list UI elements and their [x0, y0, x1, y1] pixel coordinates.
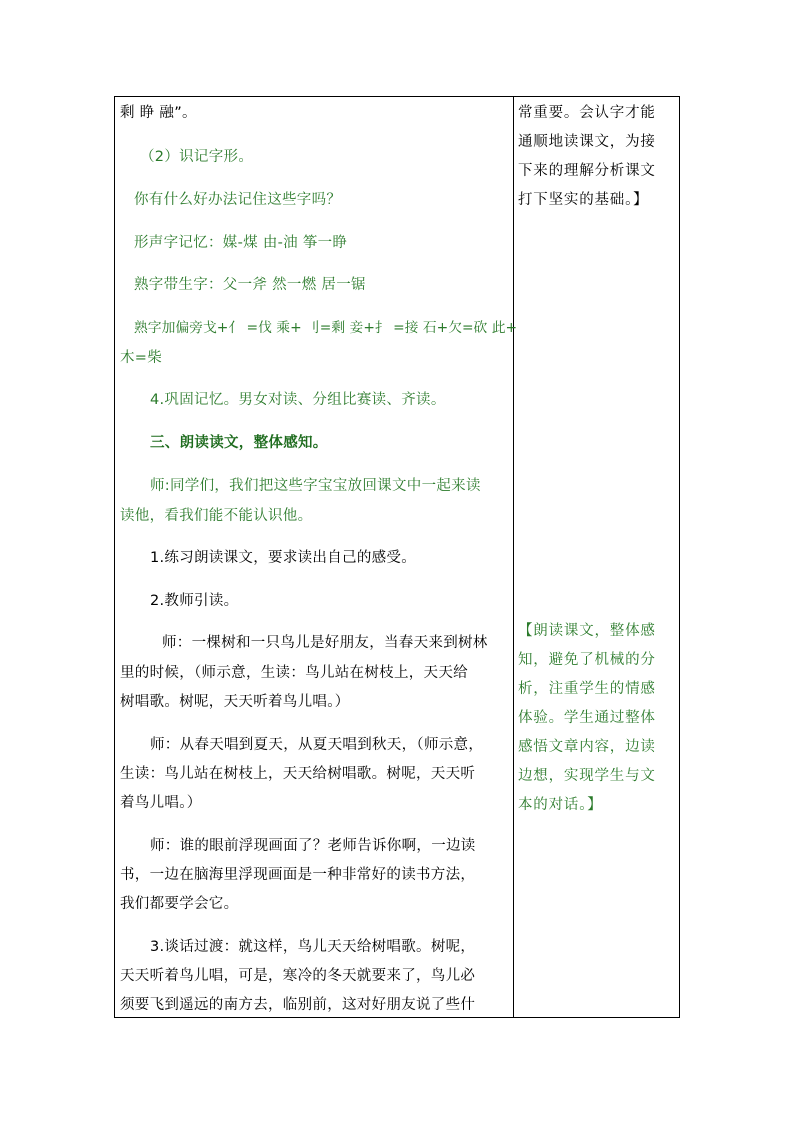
text-line: 1.练习朗读课文，要求读出自己的感受。	[150, 550, 417, 566]
annotation-line: 通顺地读课文，为接	[518, 134, 656, 150]
text-line: 树唱歌。树呢，天天听着鸟儿唱。）	[120, 694, 350, 710]
text-line: 师：谁的眼前浮现画面了？老师告诉你啊，一边读	[150, 838, 476, 854]
text-line: 4.巩固记忆。男女对读、分组比赛读、齐读。	[150, 392, 446, 408]
text-line: 师：一棵树和一只鸟儿是好朋友，当春天来到树林	[162, 635, 488, 651]
annotation-line: 边想，实现学生与文	[518, 768, 656, 784]
text-line: 天天听着鸟儿唱，可是，寒冷的冬天就要来了，鸟儿必	[120, 968, 476, 984]
text-line: 书，一边在脑海里浮现画面是一种非常好的读书方法，	[120, 867, 476, 883]
text-line: 生读：鸟儿站在树枝上，天天给树唱歌。树呢，天天听	[120, 766, 476, 782]
annotation-line: 本的对话。】	[518, 797, 603, 813]
text-line: 师:同学们，我们把这些字宝宝放回课文中一起来读	[150, 478, 481, 494]
annotation-line: 体验。学生通过整体	[518, 710, 656, 726]
text-line: 形声字记忆：媒-煤 由-油 筝一睁	[134, 235, 348, 251]
text-line: 熟字带生字：父一斧 然一燃 居一锯	[134, 277, 366, 293]
text-line: （2）识记字形。	[140, 149, 254, 165]
text-line: 我们都要学会它。	[120, 896, 239, 912]
column-divider	[513, 97, 514, 1017]
text-line: 里的时候，（师示意，生读：鸟儿站在树枝上，天天给	[120, 665, 468, 681]
text-line: 须要飞到遥远的南方去，临别前，这对好朋友说了些什	[120, 997, 476, 1013]
text-line: 3.谈话过渡：就这样，鸟儿天天给树唱歌。树呢，	[150, 939, 476, 955]
annotation-line: 打下坚实的基础。】	[518, 192, 649, 208]
section-heading: 三、朗读读文，整体感知。	[150, 435, 328, 451]
annotation-line: 析，注重学生的情感	[518, 681, 656, 697]
text-line: 你有什么好办法记住这些字吗？	[134, 192, 342, 208]
text-line: 剩 睁 融”。	[120, 105, 197, 121]
annotation-line: 常重要。会认字才能	[518, 105, 656, 121]
annotation-line: 下来的理解分析课文	[518, 163, 656, 179]
text-line: 2.教师引读。	[150, 593, 239, 609]
text-line: 木=柴	[120, 350, 163, 366]
annotation-line: 【朗读课文，整体感	[518, 623, 656, 639]
text-line: 读他，看我们能不能认识他。	[120, 508, 313, 524]
text-line: 师：从春天唱到夏天，从夏天唱到秋天，（师示意，	[150, 737, 484, 753]
text-line: 熟字加偏旁戈+亻 =伐 乘+ 刂=剩 妾+扌 =接 石+欠=砍 此+	[134, 320, 518, 336]
annotation-line: 知，避免了机械的分	[518, 652, 656, 668]
text-line: 着鸟儿唱。）	[120, 795, 202, 811]
annotation-line: 感悟文章内容，边读	[518, 739, 656, 755]
